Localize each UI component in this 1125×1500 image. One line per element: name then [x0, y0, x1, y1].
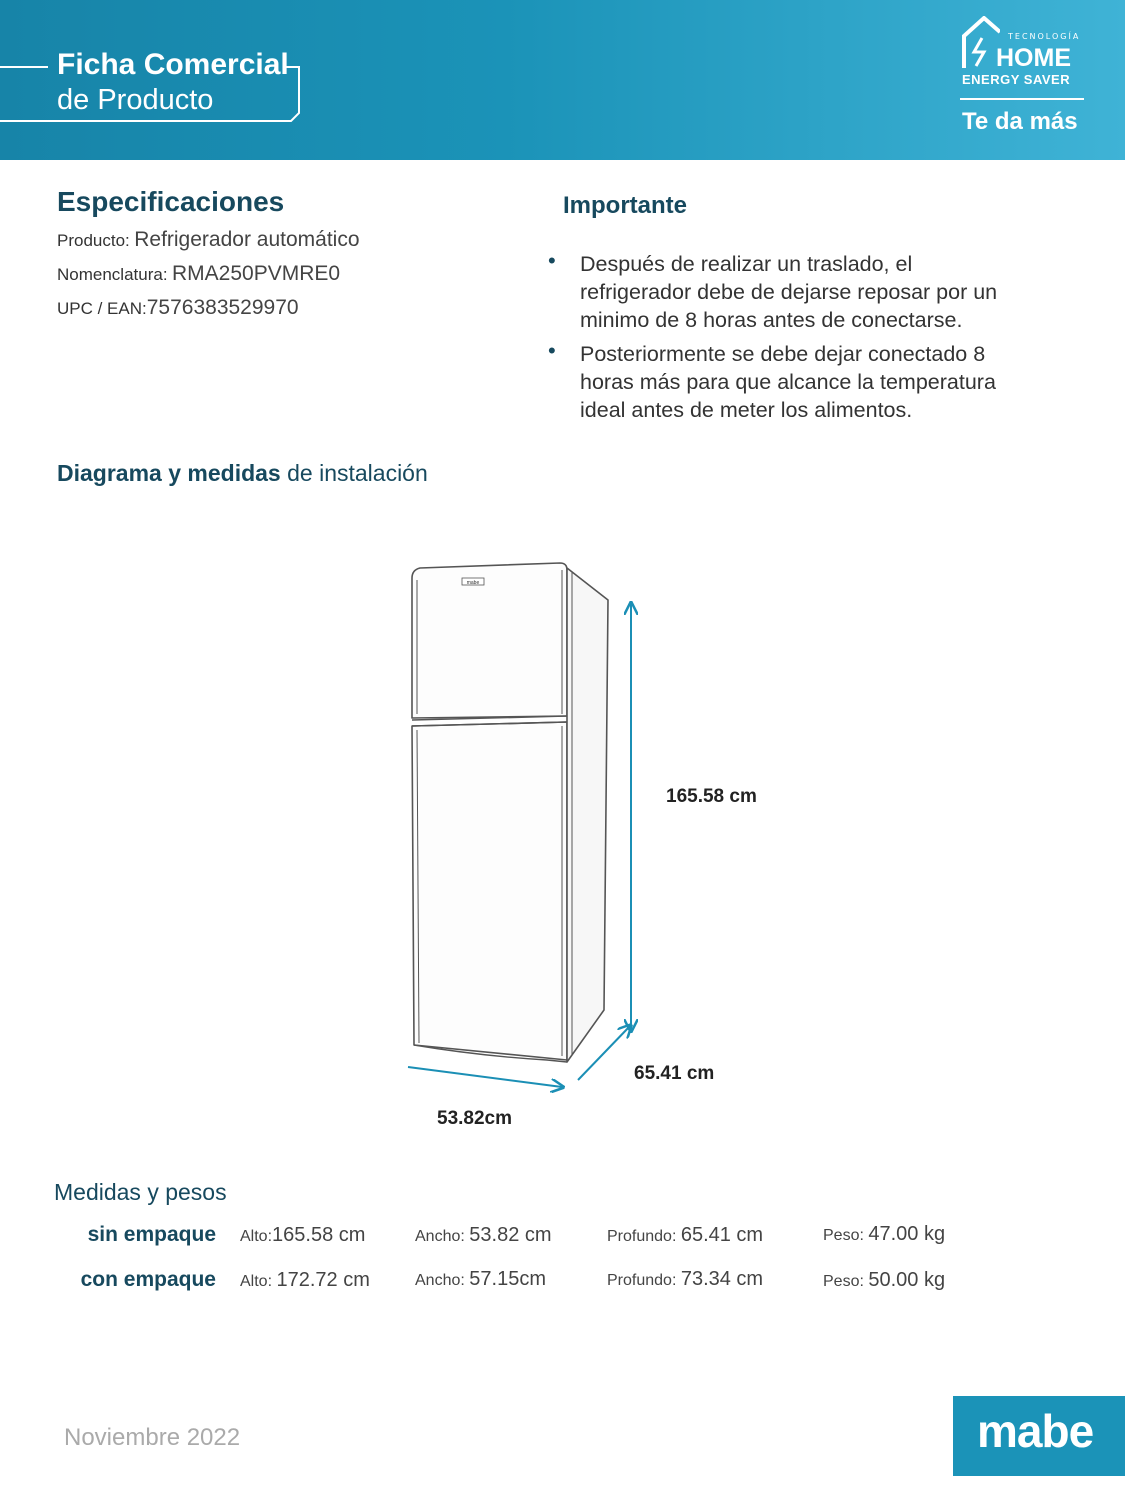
logo-tagline: Te da más: [962, 108, 1078, 135]
cell-value: 47.00 kg: [868, 1223, 946, 1245]
logo-tecnologia: TECNOLOGÍA: [1008, 32, 1081, 41]
cell-key: Alto:: [240, 1273, 277, 1290]
brand-badge-text: mabe: [466, 580, 480, 586]
logo-home: HOME: [996, 44, 1071, 72]
important-heading: Importante: [563, 192, 688, 219]
cell-value: 53.82 cm: [469, 1224, 552, 1246]
cell-value: 50.00 kg: [868, 1269, 946, 1291]
cell-key: Ancho:: [415, 1272, 470, 1289]
width-label: 53.82cm: [437, 1108, 513, 1129]
spec-label: Nomenclatura:: [57, 265, 168, 284]
row-label-con-empaque: con empaque: [80, 1268, 216, 1291]
cell-value: 172.72 cm: [276, 1269, 370, 1291]
cell-key: Alto:: [240, 1228, 273, 1245]
cell-peso: [823, 1269, 945, 1292]
bullet-icon: •: [548, 248, 556, 273]
cell-profundo: [607, 1268, 763, 1291]
spec-label: Producto:: [57, 231, 130, 250]
cell-profundo: [607, 1224, 763, 1247]
height-label: 165.58 cm: [666, 786, 757, 807]
mabe-logo: [953, 1396, 1125, 1476]
cell-ancho: [415, 1268, 546, 1291]
cell-key: Peso:: [823, 1227, 869, 1244]
bullet-icon: •: [548, 338, 556, 363]
spec-value: Refrigerador automático: [134, 228, 360, 251]
cell-value: 65.41 cm: [680, 1224, 764, 1246]
width-arrow: [408, 1067, 562, 1087]
bullet-text: Después de realizar un traslado, el refrigerador debe de dejarse reposar por un minimo de 8 horas antes de conectarse.: [580, 252, 998, 332]
spec-value: 7576383529970: [146, 296, 299, 319]
cell-ancho: [415, 1224, 552, 1247]
cell-value: 57.15cm: [469, 1268, 546, 1290]
fridge-body: [412, 563, 608, 1062]
cell-alto: [240, 1224, 365, 1247]
page-title: Ficha Comercial: [57, 48, 289, 81]
measures-heading: Medidas y pesos: [54, 1179, 227, 1205]
cell-key: Peso:: [823, 1273, 869, 1290]
cell-value: 73.34 cm: [680, 1268, 764, 1290]
cell-alto: [240, 1269, 370, 1292]
mabe-logo-text: mabe: [977, 1405, 1094, 1457]
spec-value: RMA250PVMRE0: [172, 262, 341, 285]
logo-energy-saver: ENERGY SAVER: [962, 72, 1071, 87]
cell-value: 165.58 cm: [272, 1224, 366, 1246]
page-subtitle: de Producto: [57, 84, 214, 116]
specs-heading: Especificaciones: [57, 186, 285, 217]
diagram-heading-bold: Diagrama y medidas: [57, 460, 281, 486]
cell-peso: [823, 1223, 945, 1246]
cell-key: Profundo:: [607, 1272, 681, 1289]
spec-label: UPC / EAN:: [57, 299, 147, 318]
bullet-text: Posteriormente se debe dejar conectado 8 horas más para que alcance la temperatura ideal antes de meter los alimentos.: [580, 342, 996, 422]
diagram-heading-rest: de instalación: [280, 460, 428, 486]
cell-key: Ancho:: [415, 1228, 470, 1245]
cell-key: Profundo:: [607, 1228, 681, 1245]
depth-label: 65.41 cm: [634, 1063, 715, 1084]
footer-date: Noviembre 2022: [64, 1424, 241, 1451]
row-label-sin-empaque: sin empaque: [87, 1223, 216, 1246]
